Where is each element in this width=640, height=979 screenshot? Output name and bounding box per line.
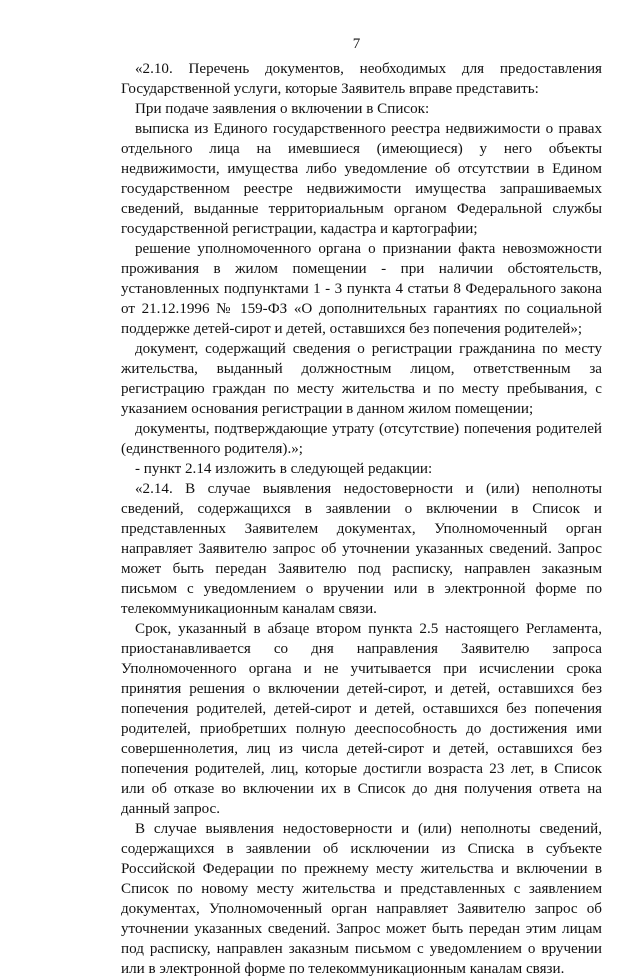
page-number: 7 <box>352 36 361 52</box>
paragraph-2-14: «2.14. В случае выявления недостоверности и (или) неполноты сведений, содержащихся в заявлении о включении в Список и представленных Заявителем документах, Уполномоченный орган направляет Заявителю запрос об уточнении указанных сведений. Запрос может быть передан Заявителю под расписку, направлен заказным письмом с уведомлением о вручении или в электронной форме по телекоммуникационным каналам связи. <box>121 481 602 617</box>
paragraph-registry-extract: выписка из Единого государственного реестра недвижимости о правах отдельного лица на имевшиеся (имеющиеся) у него объекты недвижимости, имущества либо уведомление об отсутствии в Едином государственном реестре недвижимости имущества запрашиваемых сведений, выданные территориальным органом Федеральной службы государственной регистрации, кадастра и картографии; <box>121 121 602 237</box>
paragraph-on-application: При подаче заявления о включении в Список: <box>135 101 430 117</box>
paragraph-term-suspension: Срок, указанный в абзаце втором пункта 2.5 настоящего Регламента, приостанавливается со дня направления Заявителю запроса Уполномоченного органа и не учитывается при исчислении срока принятия решения о включении детей-сирот, и детей, оставшихся без попечения родителей, детей-сирот и детей, оставшихся без попечения родителей, приобретших полную дееспособность до достижения ими совершеннолетия, лиц из числа детей-сирот и детей, оставшихся без попечения родителей, лиц, которые достигли возраста 23 лет, в Список или об отказе во включении их в Список до дня получения ответа на данный запрос. <box>121 621 602 817</box>
paragraph-2-10-heading: «2.10. Перечень документов, необходимых для предоставления Государственной услуги, которые Заявитель вправе представить: <box>121 61 602 97</box>
paragraph-guardianship-loss: документы, подтверждающие утрату (отсутствие) попечения родителей (единственного родителя).»; <box>121 421 602 457</box>
paragraph-residence-document: документ, содержащий сведения о регистрации гражданина по месту жительства, выданный должностным лицом, ответственным за регистрацию граждан по месту жительства и по месту пребывания, с указанием основания регистрации в данном жилом помещении; <box>121 341 602 417</box>
paragraph-item-2-14-intro: - пункт 2.14 изложить в следующей редакции: <box>135 461 433 477</box>
paragraph-authority-decision: решение уполномоченного органа о признании факта невозможности проживания в жилом помещении - при наличии обстоятельств, установленных подпунктами 1 - 3 пункта 4 статьи 8 Федерального закона от 21.12.1996 № 159-ФЗ «О дополнительных гарантиях по социальной поддержке детей-сирот и детей, оставшихся без попечения родителей»; <box>121 241 602 337</box>
paragraph-exclusion-case: В случае выявления недостоверности и (или) неполноты сведений, содержащихся в заявлении об исключении из Списка в субъекте Российской Федерации по прежнему месту жительства и включении в Список по новому месту жительства и представленных с заявлением документах, Уполномоченный орган направляет Заявителю запрос об уточнении указанных сведений. Запрос может быть передан этим лицам под расписку, направлен заказным письмом с уведомлением о вручении или в электронной форме по телекоммуникационным каналам связи. <box>121 821 602 977</box>
